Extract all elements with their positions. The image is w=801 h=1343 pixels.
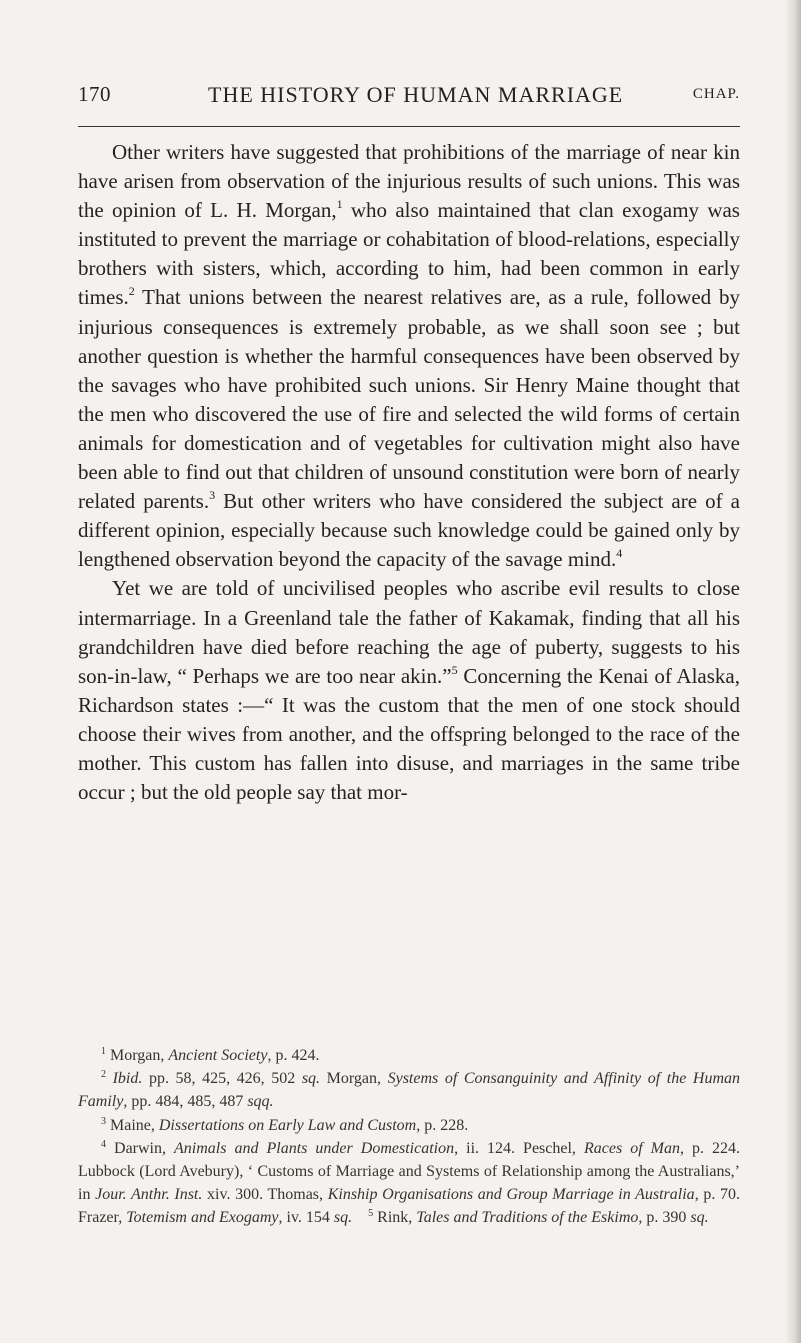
paragraph-2-text-1: Yet we are told of uncivilised peoples who ascribe evil results to close intermarriage. In a Greenland tale the father of Kakamak, finding that all his grandchildren have died before reaching the age of puberty, suggests to his son-in-law, “ Perhaps we are too near akin.” xyxy=(78,576,740,688)
footnote-ref-3: 3 xyxy=(209,488,216,503)
footnote-4 xyxy=(78,1137,740,1230)
footnote-4-sq: sq. xyxy=(333,1209,353,1227)
footnote-5-sq: sq. xyxy=(690,1209,709,1227)
footnote-4-text-c: , ii. 124. Peschel, xyxy=(454,1139,584,1157)
footnote-2-author: Morgan, xyxy=(320,1070,388,1088)
footnote-ref-2: 2 xyxy=(128,284,135,299)
footnote-4-title-h: Kinship Organisations and Group Marriage in Australia xyxy=(327,1186,695,1204)
paragraph-1-text-3: That unions between the nearest relatives are, as a rule, followed by injurious consequences is extremely probable, as we shall soon see ; but another question is whether the harmful consequences have been observed by the savages who have prohibited such unions. Sir Henry Maine thought that the men who discovered the use of fire and selected the wild forms of certain animals for domestication and of vegetables for cultivation might also have been able to find out that children of unsound constitution were born of nearly related parents. xyxy=(78,285,740,514)
footnote-3-page: , p. 228. xyxy=(416,1116,469,1134)
footnote-2-pages: pp. 58, 425, 426, 502 xyxy=(142,1070,302,1088)
footnote-5-text: Rink, xyxy=(373,1209,417,1227)
footnote-2-sqq: sqq. xyxy=(247,1093,274,1111)
footnote-4-text-a: Darwin, xyxy=(106,1139,175,1157)
paragraph-1-text-2: who also maintained that clan exogamy was instituted to prevent the marriage or cohabitation of blood-relations, especially brothers with sisters, which, according to him, had been common in early times. xyxy=(78,198,740,310)
footnote-4-number: 4 xyxy=(101,1138,106,1150)
footnote-3 xyxy=(78,1114,740,1137)
paragraph-2-text-2: Concerning the Kenai of Alaska, Richardson states :—“ It was the custom that the men of one stock should choose their wives from another, and the offspring belonged to the race of the mother. This custom has fallen into disuse, and marriages in the same tribe occur ; but the old people say that mor- xyxy=(78,663,740,805)
footnote-4-title-b: Animals and Plants under Domestication xyxy=(174,1139,455,1157)
footnotes xyxy=(78,1044,740,1230)
paragraph-1 xyxy=(78,138,740,574)
footnote-4-text-i: , p. 70. Frazer, xyxy=(78,1186,741,1227)
footnote-4-title-d: Races of Man xyxy=(583,1139,680,1157)
footnote-2 xyxy=(78,1067,740,1113)
footnote-2-pages-2: , pp. 484, 485, 487 xyxy=(123,1093,248,1111)
footnote-4-text-g: xiv. 300. Thomas, xyxy=(202,1186,328,1204)
running-header xyxy=(78,82,740,114)
footnote-3-title: Dissertations on Early Law and Custom xyxy=(158,1116,417,1134)
footnote-4-text-e: , p. 224. Lubbock (Lord Avebury), ‘ Customs of Marriage and Systems of Relationship among the Australians,’ in xyxy=(78,1139,741,1204)
footnote-1 xyxy=(78,1044,740,1067)
footnote-1-title: Ancient Society xyxy=(168,1047,268,1064)
footnote-1-text: Morgan, xyxy=(106,1047,169,1064)
paragraph-1-text-4: But other writers who have considered the subject are of a different opinion, especially because such knowledge could be gained only by lengthened observation beyond the capacity of the savage mind. xyxy=(78,489,740,572)
main-text xyxy=(78,138,740,807)
footnote-4-text-k: , iv. 154 xyxy=(278,1209,334,1227)
footnote-5-title: Tales and Traditions of the Eskimo xyxy=(416,1209,639,1227)
running-title: THE HISTORY OF HUMAN MARRIAGE xyxy=(208,82,624,107)
footnote-4-title-f: Jour. Anthr. Inst. xyxy=(95,1186,203,1204)
footnote-2-title: Systems of Consanguinity and Affinity of the Human Family xyxy=(78,1070,740,1111)
page-edge-shadow xyxy=(785,0,801,1343)
page-number: 170 xyxy=(78,82,111,106)
paragraph-1-text-1: Other writers have suggested that prohibitions of the marriage of near kin have arisen from observation of the injurious results of such unions. This was the opinion of L. H. Morgan, xyxy=(78,140,740,223)
footnote-ref-5: 5 xyxy=(451,662,458,677)
footnote-ref-1: 1 xyxy=(336,197,343,212)
footnote-5-number: 5 xyxy=(368,1208,374,1220)
footnote-3-number: 3 xyxy=(101,1115,106,1127)
header-rule xyxy=(78,126,740,127)
footnote-3-text: Maine, xyxy=(106,1116,159,1134)
footnote-5-page: , p. 390 xyxy=(638,1209,691,1227)
paragraph-2 xyxy=(78,574,740,807)
footnote-1-number: 1 xyxy=(101,1046,106,1057)
chapter-label: CHAP. xyxy=(692,86,740,102)
footnote-2-number: 2 xyxy=(101,1069,106,1081)
footnote-ref-4: 4 xyxy=(616,546,623,561)
footnote-4-title-j: Totemism and Exogamy xyxy=(126,1209,279,1227)
footnote-1-page: , p. 424. xyxy=(267,1047,320,1064)
footnote-2-sq: sq. xyxy=(301,1070,321,1088)
footnote-2-ibid: Ibid. xyxy=(112,1070,143,1088)
